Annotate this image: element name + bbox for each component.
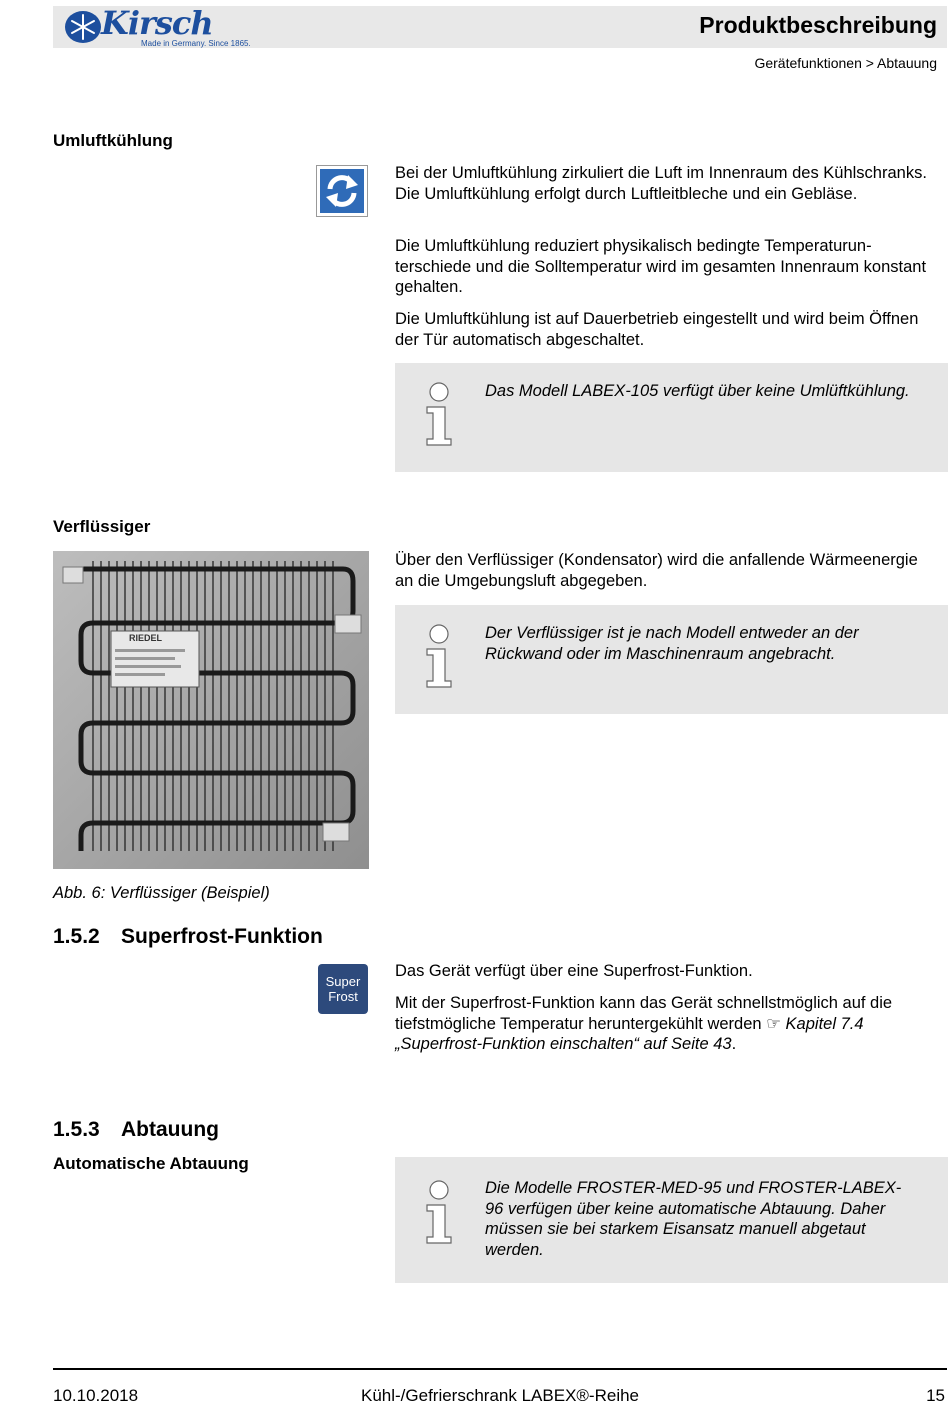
breadcrumb: Gerätefunktionen > Abtauung xyxy=(754,55,937,71)
chapter-link[interactable]: Kapitel 7.4 „Superfrost-Funktion einschalten“ auf Seite 43 xyxy=(395,1014,864,1053)
umluft-paragraph-3: Die Umluftkühlung ist auf Dauerbetrieb eingestellt und wird beim Öffnen der Tür automatisch abgeschaltet. xyxy=(395,310,919,349)
logo-tagline: Made in Germany. Since 1865. xyxy=(141,39,251,48)
umluft-paragraph-1: Bei der Umluftkühlung zirkuliert die Luft im Innenraum des Kühlschranks. Die Umluftkühlung erfolgt durch Luftleitbleche und ein Gebläse. xyxy=(395,164,927,203)
section-number: 1.5.2 xyxy=(53,925,100,948)
verfluessiger-paragraph: Über den Verflüssiger (Kondensator) wird die anfallende Wärmeenergie an die Umgebungsluft abgegeben. xyxy=(395,551,918,590)
section-heading-abtauung xyxy=(53,1118,219,1142)
verfluessiger-heading: Verflüssiger xyxy=(53,517,151,536)
section-title: Abtauung xyxy=(121,1118,219,1141)
logo-wordmark: Kirsch xyxy=(101,4,213,42)
info-icon xyxy=(419,623,459,689)
note-text: Der Verflüssiger ist je nach Modell entweder an der Rückwand oder im Maschinenraum angebracht. xyxy=(485,624,859,663)
superfrost-paragraph-1: Das Gerät verfügt über eine Superfrost-Funktion. xyxy=(395,962,753,980)
superfrost-paragraph-2-end: . xyxy=(731,1035,737,1053)
superfrost-label-2: Frost xyxy=(328,989,358,1004)
superfrost-label-1: Super xyxy=(325,974,361,989)
footer-title: Kühl-/Gefrierschrank LABEX®-Reihe xyxy=(360,1386,640,1405)
circulation-arrows-icon xyxy=(316,165,368,217)
superfrost-button-icon xyxy=(318,964,368,1014)
section-title: Superfrost-Funktion xyxy=(121,925,323,948)
note-text: Das Modell LABEX-105 verfügt über keine Umlüftkühlung. xyxy=(485,382,910,400)
superfrost-paragraph-2 xyxy=(395,993,935,1055)
info-note-verfluessiger xyxy=(395,605,948,714)
page-number: 15 xyxy=(926,1386,945,1405)
umluft-paragraph-2: Die Umluftkühlung reduziert physikalisch bedingte Temperaturunterschiede und die Solltemperatur wird im gesamten Innenraum konstant gehalten. xyxy=(395,237,927,296)
abtauung-subheading: Automatische Abtauung xyxy=(53,1154,249,1173)
info-icon xyxy=(419,1179,459,1245)
footer-divider xyxy=(53,1368,947,1370)
footer-date: 10.10.2018 xyxy=(53,1386,139,1405)
condenser-photo xyxy=(53,551,369,869)
section-heading-superfrost xyxy=(53,925,323,949)
info-icon xyxy=(419,381,459,447)
photo-label: RIEDEL xyxy=(129,633,163,643)
info-note-umluft xyxy=(395,363,948,472)
figure-caption: Abb. 6: Verflüssiger (Beispiel) xyxy=(53,884,270,902)
umluft-heading: Umluftkühlung xyxy=(53,131,173,150)
page-title: Produktbeschreibung xyxy=(699,12,937,38)
note-text: Die Modelle FROSTER-MED-95 und FROSTER-LABEX-96 verfügen über keine automatische Abtauung. Daher müssen sie bei starkem Eisansatz manuell abgetaut werden. xyxy=(485,1179,902,1259)
superfrost-paragraph-2-text: Mit der Superfrost-Funktion kann das Gerät schnellstmöglich auf die tiefstmögliche Temperatur heruntergekühlt werden xyxy=(395,994,893,1033)
hand-pointer-icon: ☞ xyxy=(766,1014,786,1033)
info-note-abtauung xyxy=(395,1157,948,1283)
snowflake-logo-icon xyxy=(63,8,103,46)
section-number: 1.5.3 xyxy=(53,1118,100,1141)
kirsch-logo xyxy=(63,4,253,48)
